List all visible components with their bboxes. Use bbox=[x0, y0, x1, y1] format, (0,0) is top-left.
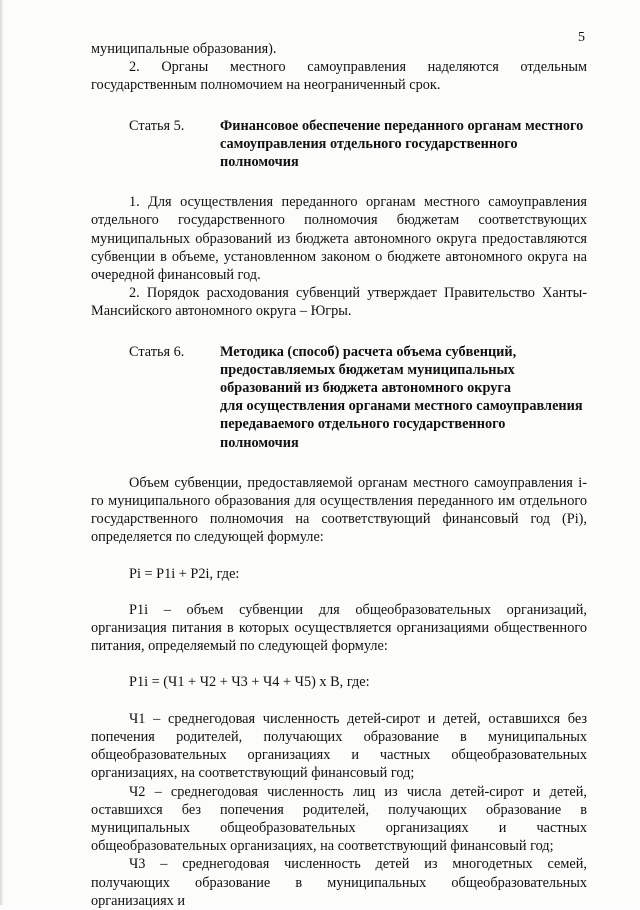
paragraph-art5-item2: 2. Порядок расходования субвенций утверждает Правительство Ханты-Мансийского автономного округа – Югры. bbox=[91, 285, 587, 320]
article-6-title-line: Методика (способ) расчета объема субвенций, bbox=[220, 343, 517, 360]
paragraph-p1i-definition: P1i – объем субвенции для общеобразовательных организаций, организация питания в которых осуществляется организациями общественного питания, определяемый по следующей формуле: bbox=[91, 601, 587, 655]
page-number: 5 bbox=[578, 30, 585, 45]
paragraph-art5-item1: 1. Для осуществления переданного органам местного самоуправления отдельного государственного полномочия бюджетам соответствующих муниципальных образований из бюджета автономного округа предоставляются субвенции в объеме, установленном законом о бюджете автономного округа на очередной финансовый год. bbox=[91, 194, 587, 284]
paragraph-ch3-definition: Ч3 – среднегодовая численность детей из многодетных семей, получающих образование в муниципальных общеобразовательных организациях и bbox=[91, 856, 587, 909]
document-body bbox=[91, 40, 587, 910]
paragraph-ch2-definition: Ч2 – среднегодовая численность лиц из числа детей-сирот и детей, оставшихся без попечения родителей, получающих образование в муниципальных общеобразовательных организациях и частных общеобразовательных организациях, на соответствующий финансовый год; bbox=[91, 783, 587, 855]
article-6-title-line: образований из бюджета автономного округа bbox=[220, 380, 512, 397]
formula-p1i: P1i = (Ч1 + Ч2 + Ч3 + Ч4 + Ч5) x B, где: bbox=[129, 674, 370, 691]
formula-p-i: Pi = P1i + P2i, где: bbox=[129, 565, 240, 582]
article-6-title-line: предоставляемых бюджетам муниципальных bbox=[220, 361, 515, 378]
article-6-title-line: передаваемого отдельного государственного полномочия bbox=[220, 416, 506, 451]
article-6-title-line: для осуществления органами местного самоуправления bbox=[220, 398, 583, 415]
paragraph-subvention-intro: Объем субвенции, предоставляемой органам местного самоуправления i-го муниципального образования для осуществления переданного им отдельного государственного полномочия на соответствующий финансовый год (Pi), определяется по следующей формуле: bbox=[91, 474, 587, 546]
scan-edge bbox=[0, 0, 4, 905]
article-5-title-line: Финансовое обеспечение переданного органам местного bbox=[220, 117, 584, 134]
article-5-heading bbox=[91, 117, 587, 172]
article-5-title-line: полномочия bbox=[220, 154, 299, 171]
article-6-heading bbox=[91, 343, 587, 452]
paragraph-ch1-definition: Ч1 – среднегодовая численность детей-сирот и детей, оставшихся без попечения родителей, получающих образование в муниципальных общеобразовательных организациях и частных общеобразовательных организациях, на соответствующий финансовый год; bbox=[91, 710, 587, 782]
article-5-title-line: самоуправления отдельного государственного bbox=[220, 135, 518, 152]
article-6-label: Статья 6. bbox=[129, 343, 185, 360]
paragraph-prev-tail: муниципальные образования). bbox=[91, 41, 277, 57]
article-5-label: Статья 5. bbox=[129, 117, 185, 134]
paragraph-art4-item2: 2. Органы местного самоуправления наделяются отдельным государственным полномочием на неограниченный срок. bbox=[91, 59, 587, 94]
